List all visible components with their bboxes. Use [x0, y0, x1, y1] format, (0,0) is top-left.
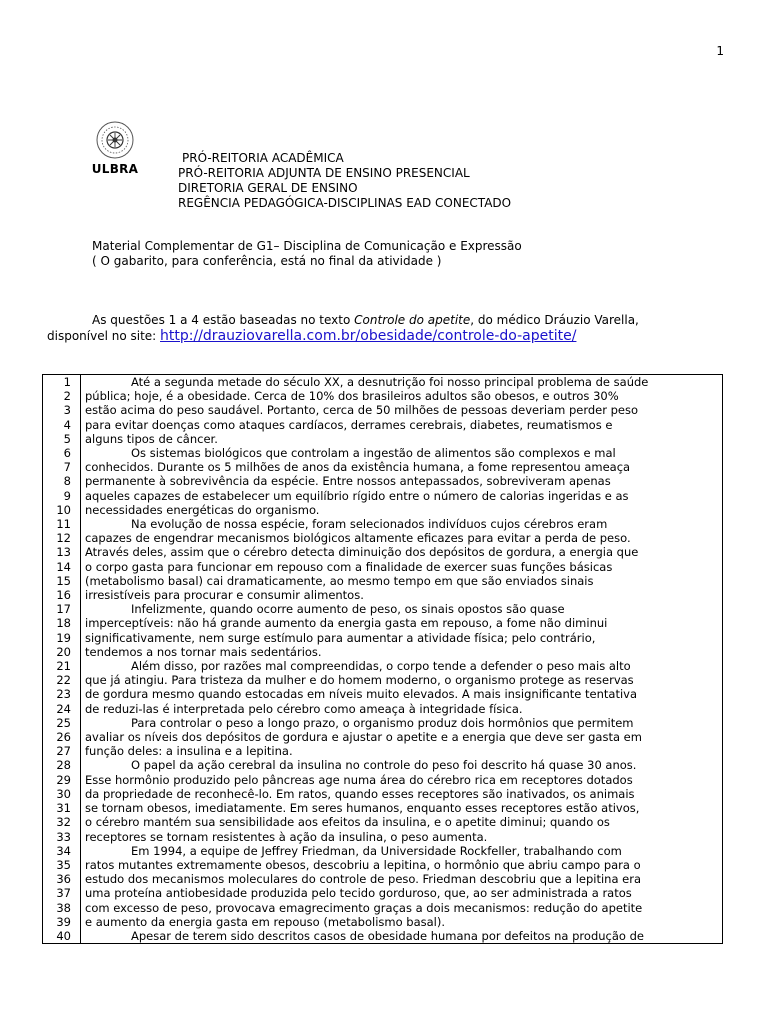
- university-seal-icon: [92, 120, 138, 160]
- text-row: [43, 574, 722, 588]
- text-row: [43, 702, 722, 716]
- line-number: 4: [43, 418, 81, 432]
- text-row: [43, 545, 722, 559]
- line-text: Apesar de terem sido descritos casos de obesidade humana por defeitos na produção de: [131, 928, 644, 943]
- text-row: [43, 787, 722, 801]
- page-number: 1: [716, 44, 724, 58]
- material-title: Material Complementar de G1– Disciplina de Comunicação e Expressão: [92, 239, 522, 253]
- text-row: [43, 432, 722, 446]
- text-row: [43, 801, 722, 815]
- line-number: 16: [43, 588, 81, 602]
- text-row: [43, 844, 722, 858]
- header-line: REGÊNCIA PEDAGÓGICA-DISCIPLINAS EAD CONECTADO: [178, 196, 512, 210]
- line-text: o cérebro mantém sua sensibilidade aos efeitos da insulina, e o apetite diminui; quando os: [85, 815, 610, 830]
- source-link[interactable]: http://drauziovarella.com.br/obesidade/controle-do-apetite/: [160, 328, 577, 344]
- line-number: 15: [43, 574, 81, 588]
- header-line: DIRETORIA GERAL DE ENSINO: [178, 181, 358, 195]
- line-text: O papel da ação cerebral da insulina no controle do peso foi descrito há quase 30 anos.: [131, 758, 637, 773]
- line-number: 12: [43, 531, 81, 545]
- text-row: [43, 687, 722, 701]
- text-row: [43, 901, 722, 915]
- line-number: 18: [43, 616, 81, 630]
- intro-text: As questões 1 a 4 estão baseadas no texto: [92, 313, 355, 327]
- text-row: [43, 915, 722, 929]
- line-text: imperceptíveis: não há grande aumento da energia gasta em repouso, a fome não diminui: [85, 616, 608, 631]
- line-number: 13: [43, 545, 81, 559]
- line-number: 14: [43, 560, 81, 574]
- line-text: pública; hoje, é a obesidade. Cerca de 10% dos brasileiros adultos são obesos, e outros 30%: [85, 389, 619, 404]
- text-row: [43, 631, 722, 645]
- line-text: com excesso de peso, provocava emagrecimento graças a dois mecanismos: redução do apetite: [85, 900, 643, 915]
- line-text: se tornam obesos, imediatamente. Em seres humanos, enquanto esses receptores estão ativos,: [85, 801, 640, 816]
- line-text: conhecidos. Durante os 5 milhões de anos da existência humana, a fome representou ameaça: [85, 460, 631, 475]
- text-row: [43, 616, 722, 630]
- text-row: [43, 815, 722, 829]
- text-title: Controle do apetite: [354, 313, 471, 327]
- line-text: capazes de engendrar mecanismos biológicos altamente eficazes para evitar a perda de peso.: [85, 531, 631, 546]
- line-text: Em 1994, a equipe de Jeffrey Friedman, da Universidade Rockfeller, trabalhando com: [131, 843, 622, 858]
- line-number: 40: [43, 929, 81, 943]
- text-row: [43, 474, 722, 488]
- line-number: 38: [43, 901, 81, 915]
- line-text: avaliar os níveis dos depósitos de gordura e ajustar o apetite e a energia que deve ser gasta em: [85, 730, 642, 745]
- material-description: [92, 239, 522, 269]
- text-row: [43, 886, 722, 900]
- line-text: aqueles capazes de estabelecer um equilíbrio rígido entre o número de calorias ingeridas e as: [85, 488, 629, 503]
- text-row: [43, 872, 722, 886]
- line-number: 10: [43, 503, 81, 517]
- text-row: [43, 730, 722, 744]
- line-number: 2: [43, 389, 81, 403]
- line-text: Através deles, assim que o cérebro detecta diminuição dos depósitos de gordura, a energia que: [85, 545, 639, 560]
- text-row: [43, 517, 722, 531]
- line-number: 19: [43, 631, 81, 645]
- line-number: 23: [43, 687, 81, 701]
- text-row: [43, 403, 722, 417]
- text-row: [43, 602, 722, 616]
- line-number: 33: [43, 830, 81, 844]
- intro-line-2: [47, 328, 721, 344]
- text-row: [43, 659, 722, 673]
- line-text: irresistíveis para procurar e consumir alimentos.: [85, 588, 364, 603]
- intro-text-end: , do médico Dráuzio Varella,: [470, 313, 639, 327]
- line-text: Para controlar o peso a longo prazo, o organismo produz dois hormônios que permitem: [131, 715, 634, 730]
- line-number: 29: [43, 773, 81, 787]
- text-row: [43, 531, 722, 545]
- line-text: Na evolução de nossa espécie, foram selecionados indivíduos cujos cérebros eram: [131, 517, 608, 532]
- numbered-text-table: [42, 374, 723, 944]
- line-text: uma proteína antiobesidade produzida pelo tecido gorduroso, que, ao ser administrada a ratos: [85, 886, 632, 901]
- line-number: 25: [43, 716, 81, 730]
- line-text: permanente à sobrevivência da espécie. Entre nossos antepassados, sobreviveram apenas: [85, 474, 611, 489]
- line-number: 37: [43, 886, 81, 900]
- line-text: Até a segunda metade do século XX, a desnutrição foi nosso principal problema de saúde: [131, 375, 649, 389]
- text-row: [43, 716, 722, 730]
- text-row: [43, 588, 722, 602]
- institution-header: [178, 151, 511, 211]
- line-text: Os sistemas biológicos que controlam a ingestão de alimentos são complexos e mal: [131, 446, 616, 461]
- header-line: PRÓ-REITORIA ACADÊMICA: [182, 151, 344, 165]
- line-number: 30: [43, 787, 81, 801]
- intro-paragraph: [47, 312, 721, 344]
- text-row: [43, 446, 722, 460]
- line-text: Esse hormônio produzido pelo pâncreas age numa área do cérebro rica em receptores dotados: [85, 772, 633, 787]
- line-text: de gordura mesmo quando estocadas em níveis muito elevados. A mais insignificante tentativa: [85, 687, 638, 702]
- line-text: necessidades energéticas do organismo.: [85, 502, 320, 517]
- site-label: disponível no site:: [47, 329, 161, 343]
- line-number: 17: [43, 602, 81, 616]
- text-row: [43, 758, 722, 772]
- logo-text: ULBRA: [91, 162, 139, 176]
- text-row: [43, 673, 722, 687]
- line-number: 32: [43, 815, 81, 829]
- ulbra-logo: [90, 120, 140, 176]
- line-number: 28: [43, 758, 81, 772]
- line-text: estudo dos mecanismos moleculares do controle de peso. Friedman descobriu que a lepitina era: [85, 872, 642, 887]
- line-text: (metabolismo basal) cai dramaticamente, ao mesmo tempo em que são enviados sinais: [85, 573, 594, 588]
- line-number: 35: [43, 858, 81, 872]
- line-number: 34: [43, 844, 81, 858]
- text-row: [43, 418, 722, 432]
- text-row: [43, 929, 722, 943]
- line-text: estão acima do peso saudável. Portanto, cerca de 50 milhões de pessoas deveriam perder peso: [85, 403, 639, 418]
- text-row: [43, 773, 722, 787]
- line-number: 7: [43, 460, 81, 474]
- line-number: 6: [43, 446, 81, 460]
- line-text: significativamente, nem surge estímulo para aumentar a atividade física; pelo contrário,: [85, 630, 596, 645]
- line-number: 11: [43, 517, 81, 531]
- line-number: 39: [43, 915, 81, 929]
- line-number: 9: [43, 489, 81, 503]
- line-number: 20: [43, 645, 81, 659]
- line-text: ratos mutantes extremamente obesos, descobriu a lepitina, o hormônio que abriu campo para o: [85, 857, 641, 872]
- line-text: e aumento da energia gasta em repouso (metabolismo basal).: [85, 914, 445, 929]
- text-row: [43, 560, 722, 574]
- line-text: Infelizmente, quando ocorre aumento de peso, os sinais opostos são quase: [131, 602, 565, 617]
- line-number: 22: [43, 673, 81, 687]
- header-line: PRÓ-REITORIA ADJUNTA DE ENSINO PRESENCIAL: [178, 166, 470, 180]
- line-number: 8: [43, 474, 81, 488]
- line-number: 21: [43, 659, 81, 673]
- text-row: [43, 489, 722, 503]
- text-row: [43, 645, 722, 659]
- line-number: 3: [43, 403, 81, 417]
- line-text: receptores se tornam resistentes à ação da insulina, o peso aumenta.: [85, 829, 488, 844]
- line-number: 27: [43, 744, 81, 758]
- line-text: tendemos a nos tornar mais sedentários.: [85, 644, 322, 659]
- line-text: o corpo gasta para funcionar em repouso com a finalidade de exercer suas funções básicas: [85, 559, 613, 574]
- line-number: 31: [43, 801, 81, 815]
- text-row: [43, 744, 722, 758]
- line-number: 26: [43, 730, 81, 744]
- line-text: da propriedade de reconhecê-lo. Em ratos, quando esses receptores são inativados, os animais: [85, 786, 635, 801]
- line-text: alguns tipos de câncer.: [85, 431, 218, 446]
- text-row: [43, 503, 722, 517]
- intro-line-1: [47, 312, 721, 328]
- line-text: para evitar doenças como ataques cardíacos, derrames cerebrais, diabetes, reumatismos e: [85, 417, 613, 432]
- line-text: de reduzi-las é interpretada pelo cérebro como ameaça à integridade física.: [85, 701, 523, 716]
- text-row: [43, 830, 722, 844]
- material-note: ( O gabarito, para conferência, está no final da atividade ): [92, 254, 442, 268]
- text-row: [43, 460, 722, 474]
- text-row: [43, 375, 722, 389]
- line-text: Além disso, por razões mal compreendidas, o corpo tende a defender o peso mais alto: [131, 659, 631, 674]
- line-text: que já atingiu. Para tristeza da mulher e do homem moderno, o organismo protege as reservas: [85, 673, 634, 688]
- text-row: [43, 389, 722, 403]
- line-number: 24: [43, 702, 81, 716]
- line-number: 5: [43, 432, 81, 446]
- text-row: [43, 858, 722, 872]
- line-number: 36: [43, 872, 81, 886]
- line-number: 1: [43, 375, 81, 389]
- line-text: função deles: a insulina e a lepitina.: [85, 744, 293, 759]
